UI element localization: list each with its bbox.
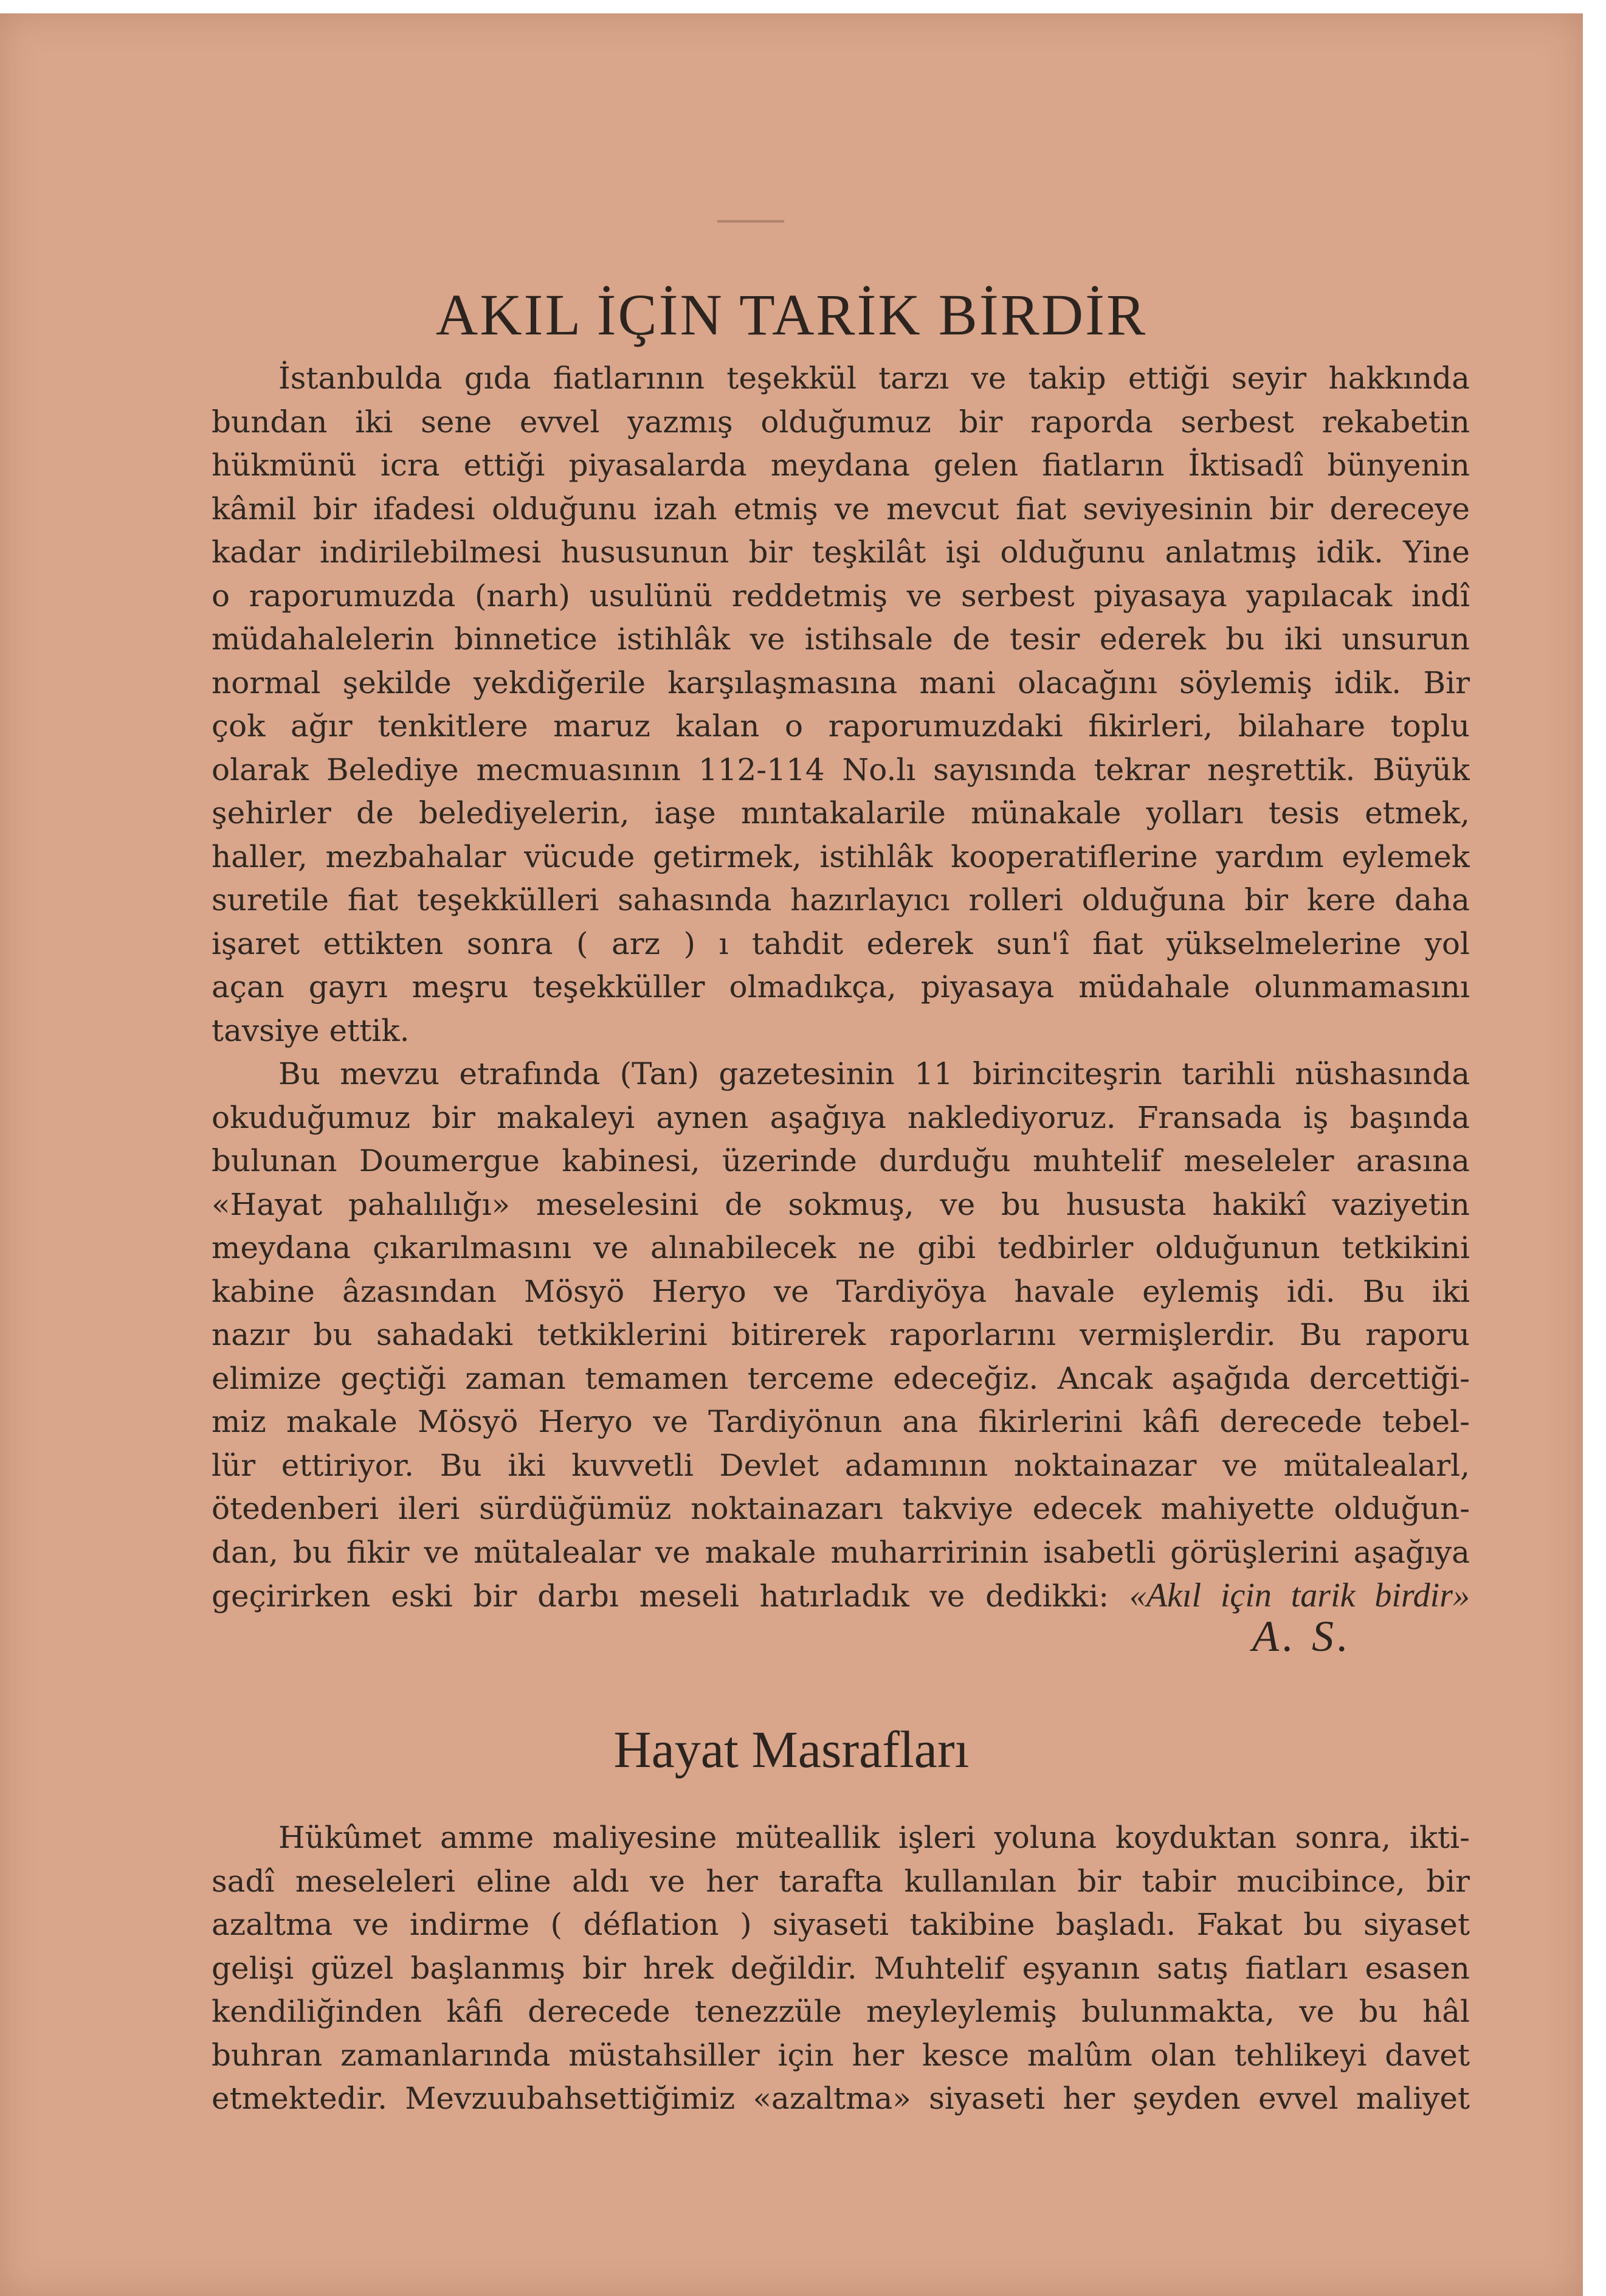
header-ornament [717, 220, 784, 223]
text-line: açan gayrı meşru teşekküller olmadıkça, piyasaya müdahale olunmamasını [212, 969, 1470, 1005]
paper-sheet [0, 13, 1583, 2296]
article-title: Hayat Masrafları [613, 1720, 970, 1779]
text-fragment: geçirirken eski bir darbı meseli hatırladık ve dedikki: [212, 1579, 1109, 1614]
text-line: Bu mevzu etrafında (Tan) gazetesinin 11 birinciteşrin tarihli nüshasında [278, 1056, 1470, 1091]
text-line: azaltma ve indirme ( déflation ) siyaseti takibine başladı. Fakat bu siyaset [212, 1907, 1470, 1942]
text-line: bundan iki sene evvel yazmış olduğumuz bir raporda serbest rekabetin [212, 404, 1470, 440]
text-line: Hükûmet amme maliyesine müteallik işleri yoluna koyduktan sonra, ikti- [278, 1820, 1470, 1855]
article-body [212, 357, 1470, 1619]
text-line: okuduğumuz bir makaleyi aynen aşağıya naklediyoruz. Fransada iş başında [212, 1099, 1470, 1135]
text-line: kendiliğinden kâfi derecede tenezzüle meyleylemiş bulunmakta, ve bu hâl [212, 1994, 1470, 2029]
text-line: lür ettiriyor. Bu iki kuvvetli Devlet adamının noktainazar ve mütalealarl, [212, 1447, 1470, 1483]
text-line: işaret ettikten sonra ( arz ) ı tahdit ederek sun'î fiat yükselmelerine yol [212, 925, 1470, 961]
text-line: ötedenberi ileri sürdüğümüz noktainazarı takviye edecek mahiyette olduğun- [212, 1491, 1470, 1526]
article-body [212, 1816, 1470, 2121]
text-line: suretile fiat teşekkülleri sahasında hazırlayıcı rolleri olduğuna bir kere daha [212, 882, 1470, 918]
text-line: gelişi güzel başlanmış bir hrek değildir. Muhtelif eşyanın satış fiatları esasen [212, 1950, 1470, 1986]
text-line: nazır bu sahadaki tetkiklerini bitirerek raporlarını vermişlerdir. Bu raporu [212, 1317, 1470, 1352]
text-line: «Hayat pahalılığı» meselesini de sokmuş, ve bu hususta hakikî vaziyetin [212, 1186, 1470, 1222]
quote-text: «Akıl için tarik birdir» [1129, 1577, 1470, 1614]
text-line: dan, bu fikir ve mütalealar ve makale muharririnin isabetli görüşlerini aşağıya [212, 1534, 1470, 1570]
article-title: AKIL İÇİN TARİK BİRDİR [435, 282, 1148, 347]
text-line: kabine âzasından Mösyö Heryo ve Tardiyöya havale eylemiş idi. Bu iki [212, 1273, 1470, 1309]
text-line: meydana çıkarılmasını ve alınabilecek ne gibi tedbirler olduğunun tetkikini [212, 1230, 1470, 1265]
text-line: müdahalelerin binnetice istihlâk ve istihsale de tesir ederek bu iki unsurun [212, 621, 1470, 657]
text-line: olarak Belediye mecmuasının 112-114 No.lı sayısında tekrar neşrettik. Büyük [212, 752, 1470, 787]
text-line: etmektedir. Mevzuubahsettiğimiz «azaltma» siyaseti her şeyden evvel maliyet [212, 2081, 1470, 2116]
author-signature: A. S. [1252, 1612, 1352, 1661]
text-line: elimize geçtiği zaman temamen terceme edeceğiz. Ancak aşağıda dercettiği- [212, 1360, 1470, 1396]
text-line: haller, mezbahalar vücude getirmek, istihlâk kooperatiflerine yardım eylemek [212, 839, 1470, 874]
text-line: o raporumuzda (narh) usulünü reddetmiş ve serbest piyasaya yapılacak indî [212, 578, 1470, 614]
text-line: tavsiye ettik. [212, 1012, 410, 1048]
text-line: kâmil bir ifadesi olduğunu izah etmiş ve mevcut fiat seviyesinin bir dereceye [212, 491, 1470, 527]
text-line: İstanbulda gıda fiatlarının teşekkül tarzı ve takip ettiği seyir hakkında [278, 361, 1470, 396]
text-line: bulunan Doumergue kabinesi, üzerinde durduğu muhtelif meseleler arasına [212, 1143, 1470, 1178]
text-line: çok ağır tenkitlere maruz kalan o raporumuzdaki fikirleri, bilahare toplu [212, 708, 1470, 744]
text-line: kadar indirilebilmesi hususunun bir teşkilât işi olduğunu anlatmış idik. Yine [212, 534, 1470, 570]
text-line: hükmünü icra ettiği piyasalarda meydana gelen fiatların İktisadî bünyenin [212, 448, 1470, 483]
text-line: normal şekilde yekdiğerile karşılaşmasına mani olacağını söylemiş idik. Bir [212, 665, 1470, 700]
text-line: şehirler de belediyelerin, iaşe mıntakalarile münakale yolları tesis etmek, [212, 795, 1470, 831]
text-line: sadî meseleleri eline aldı ve her tarafta kullanılan bir tabir mucibince, bir [212, 1863, 1470, 1899]
text-line: buhran zamanlarında müstahsiller için her kesce malûm olan tehlikeyi davet [212, 2037, 1470, 2073]
text-line: miz makale Mösyö Heryo ve Tardiyönun ana fikirlerini kâfi derecede tebel- [212, 1404, 1470, 1439]
